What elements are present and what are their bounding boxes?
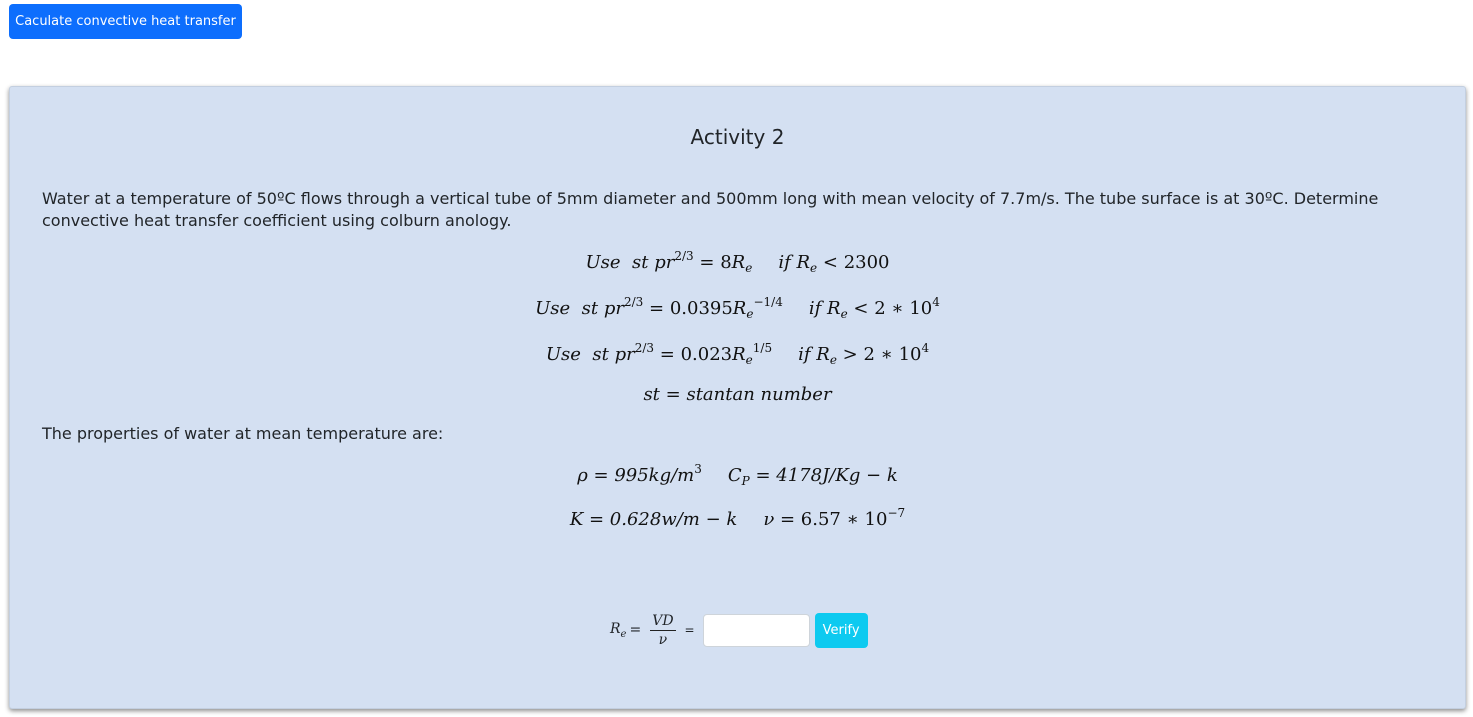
- reynolds-verify-row: [610, 610, 868, 650]
- properties-row-1: $\rho = 995kg/m^3$ $C_P = 4178J/Kg - k$: [577, 462, 898, 488]
- properties-row-2: K = 0.628w/m − k ν = 6.57 ∗ $10^{-7}$: [569, 506, 906, 530]
- fraction-numerator: VD: [652, 612, 674, 629]
- activity-panel: [9, 86, 1466, 709]
- formula-laminar: Use st $pr^{2/3} = 8R_e$ if $R_e < 2300$: [585, 249, 890, 275]
- fraction-denominator: ν: [658, 631, 668, 648]
- equals-sign-2: =: [684, 623, 695, 637]
- formula-turbulent: Use st $pr^{2/3} = 0.023R_e^{1/5}$ if $R_e > 2$ ∗ $10^4$: [545, 341, 930, 367]
- reynolds-input[interactable]: [703, 614, 810, 647]
- reynolds-fraction: [650, 613, 675, 648]
- calculate-convective-heat-transfer-button[interactable]: Caculate convective heat transfer: [9, 4, 242, 39]
- properties-heading: The properties of water at mean temperature are:: [42, 424, 444, 443]
- formula-st-definition: st = stantan number: [643, 384, 832, 405]
- activity-title: Activity 2: [690, 125, 785, 149]
- problem-statement: Water at a temperature of 50ºC flows through a vertical tube of 5mm diameter and 500mm long with mean velocity of 7.7m/s. The tube surface is at 30ºC. Determine convective heat transfer coefficient using colburn anology.: [42, 189, 1379, 230]
- reynolds-label: $R_e$: [610, 620, 627, 640]
- verify-button[interactable]: Verify: [815, 613, 868, 648]
- formula-transition: Use st $pr^{2/3} = 0.0395R_e^{-1/4}$ if $R_e < 2$ ∗ $10^4$: [535, 295, 940, 321]
- equals-sign: =: [629, 622, 642, 638]
